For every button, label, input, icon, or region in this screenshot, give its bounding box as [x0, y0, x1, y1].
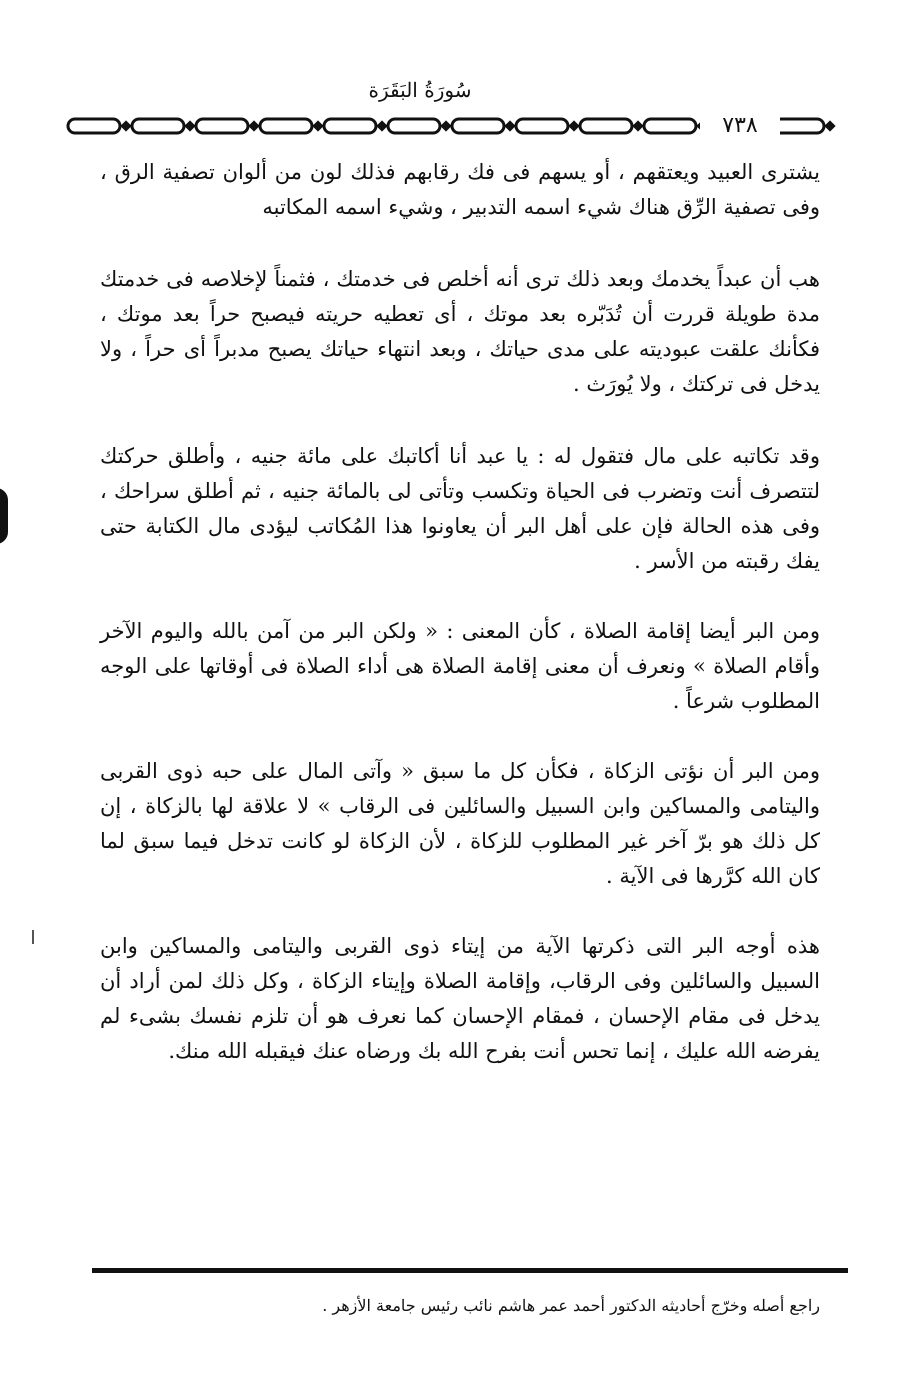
footnote-separator-rule [92, 1268, 848, 1273]
chain-diamond-7 [568, 120, 579, 131]
chain-diamond-3 [312, 120, 323, 131]
paragraph-3: وقد تكاتبه على مال فتقول له : يا عبد أنا أكاتبك على مائة جنيه ، وأطلق حركتك لتتصرف أنت وتضرب فى الحياة وتكسب وتأتى لى بالمائة جنيه ، ثم أطلق سراحك ، وفى هذه الحالة فإن على أهل البر أن يعاونوا هذا المُكاتب ليؤدى مال الكتابة حتى يفك رقبته من الأسر . [100, 444, 820, 573]
chain-diamond-6 [504, 120, 515, 131]
chain-link-6 [452, 119, 504, 133]
page-edge-binding-mark [0, 488, 8, 544]
body-text [100, 155, 820, 1069]
chain-diamond-2 [248, 120, 259, 131]
chain-diamond-11 [824, 120, 835, 131]
chain-link-0 [68, 119, 120, 133]
chain-link-1 [132, 119, 184, 133]
paragraph-6: هذه أوجه البر التى ذكرتها الآية من إيتاء ذوى القربى واليتامى والمساكين وابن السبيل والسائلين وفى الرقاب، وإقامة الصلاة وإيتاء الزكاة ، وكل ذلك لمن أراد أن يدخل فى مقام الإحسان ، فمقام الإحسان كما نعرف هو أن تلزم نفسك بشىء لم يفرضه الله عليك ، إنما تحس أنت بفرح الله بك ورضاه عنك فيقبله الله منك. [100, 934, 820, 1063]
chain-diamond-5 [440, 120, 451, 131]
chain-link-9 [644, 119, 696, 133]
paragraph-4: ومن البر أيضا إقامة الصلاة ، كأن المعنى : « ولكن البر من آمن بالله واليوم الآخر وأقام الصلاة » ونعرف أن معنى إقامة الصلاة هى أداء الصلاة فى أوقاتها على الوجه المطلوب شرعاً . [100, 619, 820, 713]
chain-link-2 [196, 119, 248, 133]
footnote: راجع أصله وخرّج أحاديثه الدكتور أحمد عمر هاشم نائب رئيس جامعة الأزهر . [322, 1296, 820, 1315]
chain-diamond-0 [120, 120, 131, 131]
chain-link-5 [388, 119, 440, 133]
margin-tick-mark [32, 930, 34, 944]
chain-link-8 [580, 119, 632, 133]
surah-title: سُورَةُ البَقَرَة [368, 78, 472, 102]
chain-diamond-4 [376, 120, 387, 131]
paragraph-2: هب أن عبداً يخدمك وبعد ذلك ترى أنه أخلص فى خدمتك ، فثمناً لإخلاصه فى خدمتك مدة طويلة قررت أن تُدَبّره بعد موتك ، أى تعطيه حريته فيصبح حراً بعد موتك ، فكأنك علقت عبوديته على مدى حياتك ، وبعد انتهاء حياتك يصبح مدبراً أى حراً ، ولا يدخل فى تركتك ، ولا يُورَث . [100, 267, 820, 396]
chain-link-7 [516, 119, 568, 133]
paragraph-5: ومن البر أن نؤتى الزكاة ، فكأن كل ما سبق « وآتى المال على حبه ذوى القربى واليتامى والمساكين وابن السبيل والسائلين فى الرقاب » لا علاقة لها بالزكاة ، إن كل ذلك هو برّ آخر غير المطلوب للزكاة ، لأن الزكاة لو كانت تدخل فيما سبق لما كان الله كرَّرها فى الآية . [100, 759, 820, 888]
chain-diamond-8 [632, 120, 643, 131]
chain-link-3 [260, 119, 312, 133]
page-number: ٧٣٨ [700, 112, 780, 140]
chain-link-4 [324, 119, 376, 133]
paragraph-1: يشترى العبيد ويعتقهم ، أو يسهم فى فك رقابهم فذلك لون من ألوان تصفية الرق ، وفى تصفية الرِّق هناك شيء اسمه التدبير ، وشيء اسمه المكاتبه [100, 160, 820, 219]
chain-diamond-1 [184, 120, 195, 131]
